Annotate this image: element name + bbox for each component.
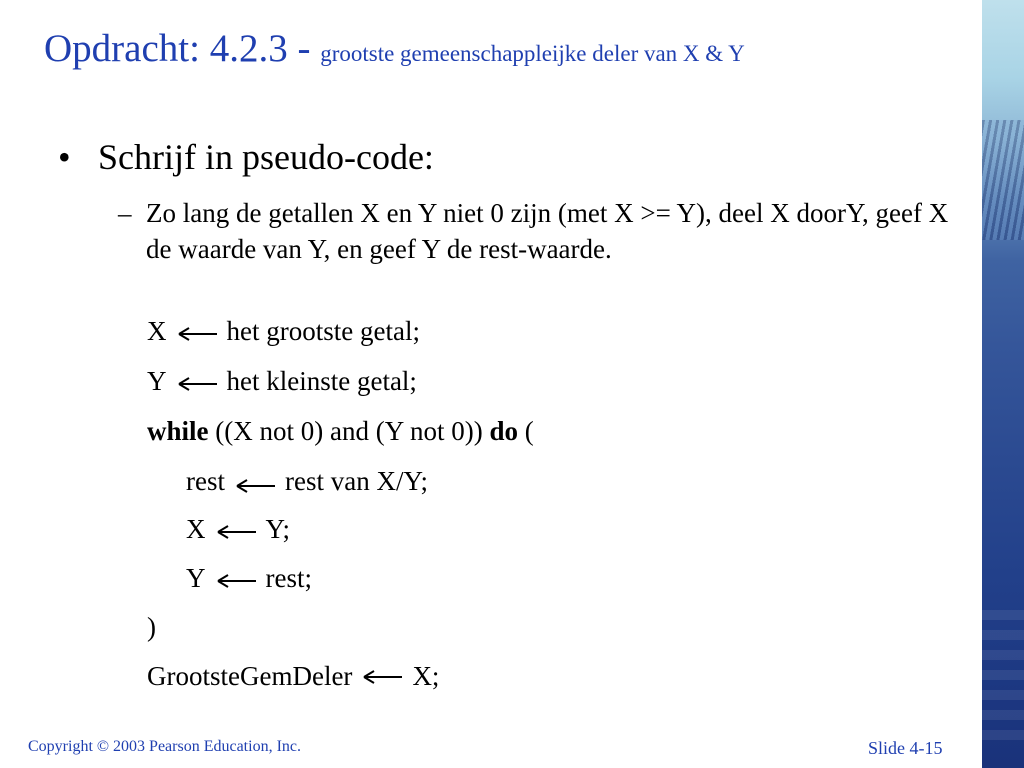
code-line-4 bbox=[186, 466, 428, 497]
code-line-5 bbox=[186, 514, 290, 545]
code-value: het kleinste getal; bbox=[226, 366, 417, 396]
code-var: rest bbox=[186, 466, 225, 496]
bullet-text: Schrijf in pseudo-code: bbox=[98, 137, 434, 177]
left-arrow-icon bbox=[214, 571, 258, 591]
code-line-3 bbox=[147, 416, 534, 447]
code-line-7 bbox=[147, 612, 156, 643]
code-value: Y; bbox=[265, 514, 291, 544]
left-arrow-icon bbox=[214, 522, 258, 542]
decorative-sidebar-image bbox=[982, 0, 1024, 768]
slide-title-main: Opdracht: 4.2.3 - bbox=[44, 27, 321, 70]
footer-slide-number: Slide 4-15 bbox=[868, 738, 943, 758]
sub-bullet-marker: – bbox=[118, 198, 132, 228]
code-line-8 bbox=[147, 661, 439, 692]
left-arrow-icon bbox=[233, 474, 277, 494]
code-condition: ((X not 0) and (Y not 0)) bbox=[208, 416, 490, 446]
slide-title bbox=[44, 26, 745, 71]
code-value: X; bbox=[412, 661, 440, 691]
bullet-marker: • bbox=[58, 137, 71, 177]
code-value: het grootste getal; bbox=[226, 316, 420, 346]
slide-title-subtitle: grootste gemeenschappleijke deler van X & Y bbox=[320, 41, 745, 66]
code-keyword-while: while bbox=[147, 416, 209, 446]
left-arrow-icon bbox=[175, 374, 219, 394]
left-arrow-icon bbox=[175, 324, 219, 344]
code-close-paren: ) bbox=[147, 612, 156, 642]
code-line-2 bbox=[147, 366, 417, 397]
code-var: Y bbox=[186, 563, 206, 593]
code-var: GrootsteGemDeler bbox=[147, 661, 353, 691]
sub-bullet-point bbox=[118, 196, 968, 268]
code-value: rest van X/Y; bbox=[284, 466, 428, 496]
code-value: rest; bbox=[265, 563, 312, 593]
code-keyword-do: do bbox=[489, 416, 518, 446]
sub-bullet-text: Zo lang de getallen X en Y niet 0 zijn (met X >= Y), deel X doorY, geef X de waarde van Y, en geef Y de rest-waarde. bbox=[146, 198, 949, 264]
code-var: Y bbox=[147, 366, 167, 396]
code-line-1 bbox=[147, 316, 420, 347]
code-open-paren: ( bbox=[517, 416, 534, 446]
bullet-point bbox=[58, 136, 434, 178]
code-var: X bbox=[147, 316, 167, 346]
code-var: X bbox=[186, 514, 206, 544]
code-line-6 bbox=[186, 563, 312, 594]
left-arrow-icon bbox=[360, 669, 404, 689]
footer-copyright: Copyright © 2003 Pearson Education, Inc. bbox=[28, 738, 301, 755]
